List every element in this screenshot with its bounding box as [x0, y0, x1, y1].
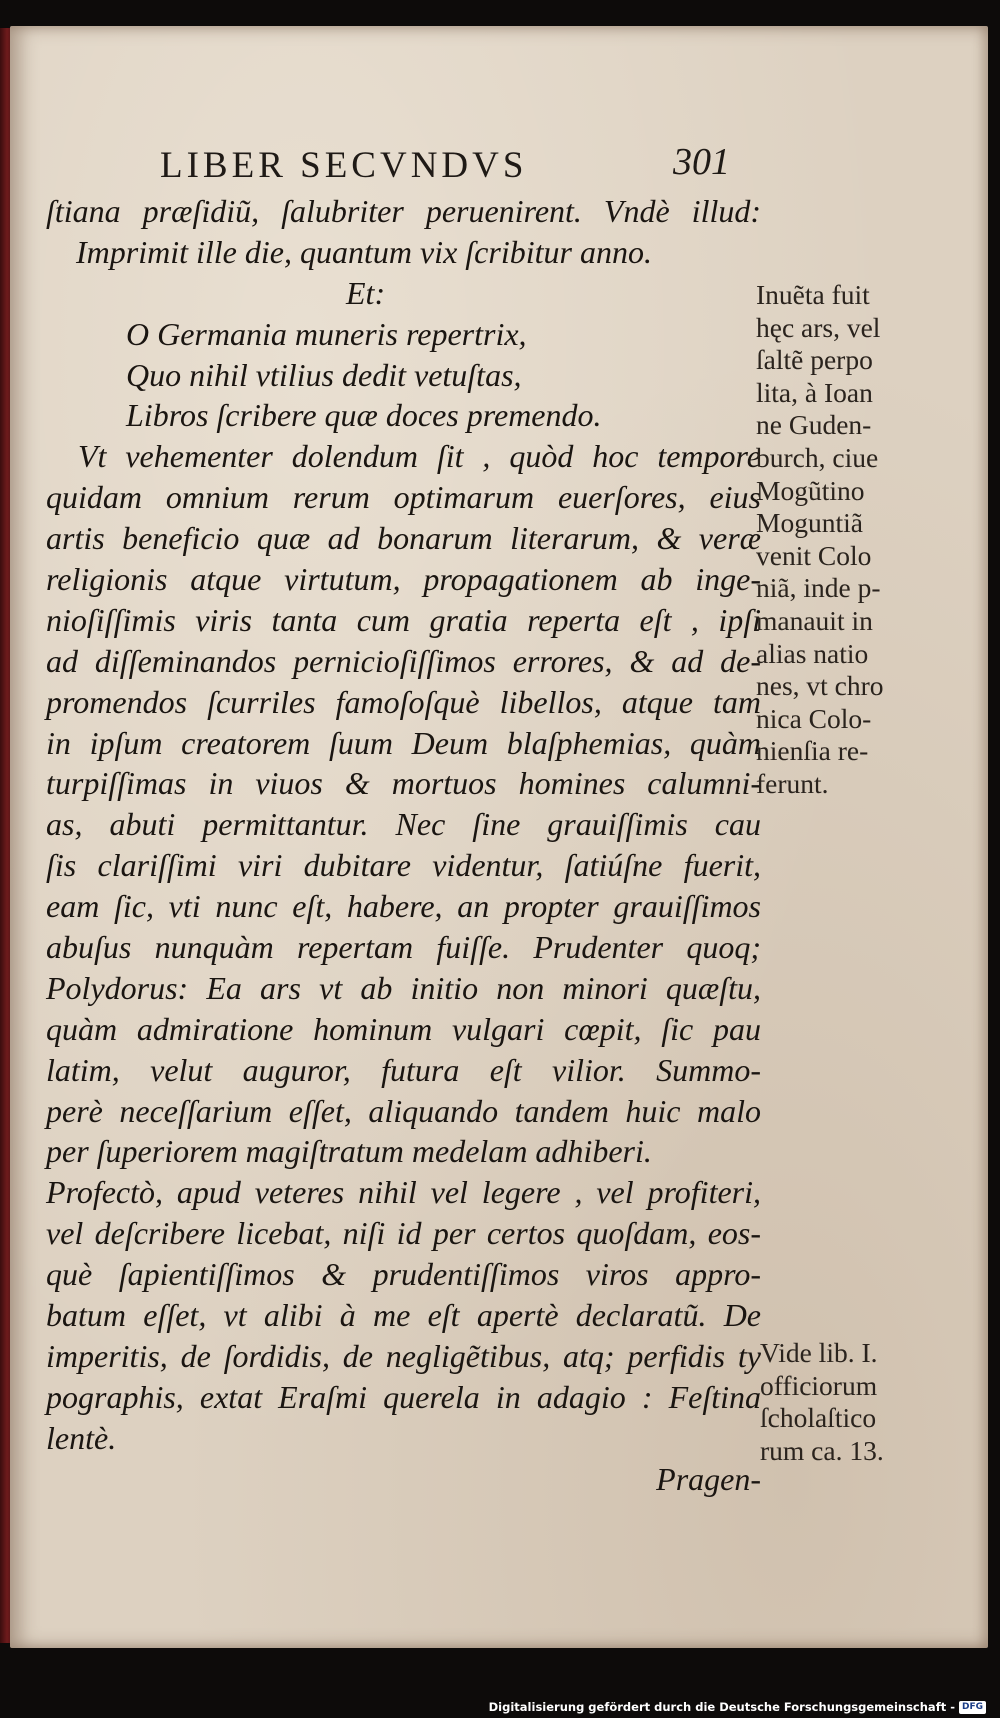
text-line: ſis clariſſimi viri dubitare videntur, ſatiúſne fuerit, [46, 847, 761, 884]
margin-line: Moguntiã [756, 507, 863, 539]
margin-line: manauit in [756, 604, 873, 636]
text-line: vel deſcribere licebat, niſi id per certos quoſdam, eos- [46, 1215, 761, 1252]
text-line: religionis atque virtutum, propagationem ab inge- [46, 561, 761, 598]
text-line: as, abuti permittantur. Nec ſine grauiſſimis cau [46, 806, 761, 843]
text-line: perè neceſſarium eſſet, aliquando tandem huic malo [46, 1092, 761, 1129]
margin-line: ne Guden- [756, 409, 872, 441]
margin-line: hęc ars, vel [756, 311, 881, 343]
text-line: latim, velut auguror, futura eſt vilior. Summo- [46, 1051, 761, 1088]
margin-line: niã, inde p- [756, 572, 881, 604]
margin-line: nienſia re- [756, 735, 869, 767]
margin-note-reference [760, 1337, 884, 1467]
text-line: turpiſſimas in viuos & mortuos homines calumni- [46, 765, 761, 802]
text-line: in ipſum creatorem ſuum Deum blaſphemias, quàm [46, 724, 761, 761]
verse-line: Libros ſcribere quæ doces premendo. [126, 397, 602, 434]
text-line: quidam omnium rerum optimarum euerſores, eius [46, 479, 761, 516]
margin-line: nica Colo- [756, 702, 872, 734]
text-line: Profectò, apud veteres nihil vel legere , vel profiteri, [46, 1174, 761, 1211]
text-line: per ſuperiorem magiſtratum medelam adhiberi. [46, 1133, 652, 1170]
text-line: promendos ſcurriles famoſoſquè libellos, atque tam [46, 683, 761, 720]
text-line: lentè. [46, 1419, 117, 1456]
book-page [10, 26, 988, 1648]
verse-line: O Germania muneris repertrix, [126, 315, 527, 352]
text-line: nioſiſſimis viris tanta cum gratia reperta eſt , ipſi [46, 601, 761, 638]
text-line: Et: [346, 274, 386, 311]
margin-line: venit Colo [756, 539, 872, 571]
main-text [46, 191, 761, 1500]
margin-line: officiorum [760, 1369, 878, 1401]
page-header [160, 141, 730, 194]
margin-line: ſcholaſtico [760, 1402, 877, 1434]
dfg-logo: DFG [959, 1701, 986, 1714]
credit-text: Digitalisierung gefördert durch die Deutsche Forschungsgemeinschaft - [488, 1700, 955, 1714]
text-line: quàm admiratione hominum vulgari cœpit, ſic pau [46, 1010, 761, 1047]
margin-line: ſaltẽ perpo [756, 344, 873, 376]
verse-line: Quo nihil vtilius dedit vetuſtas, [126, 356, 522, 393]
text-line: Vt vehementer dolendum ſit , quòd hoc tempore [78, 438, 761, 475]
margin-line: Mogũtino [756, 474, 865, 506]
text-line: ſtiana præſidiũ, ſalubriter peruenirent. Vndè illud: [46, 193, 761, 229]
digitization-credit [489, 1700, 986, 1714]
page-number: 301 [673, 141, 730, 183]
text-line: pographis, extat Eraſmi querela in adagio : Feſtina [46, 1378, 761, 1415]
margin-line: Inuẽta fuit [756, 279, 870, 310]
margin-note-invention [756, 279, 884, 801]
margin-line: alias natio [756, 637, 869, 669]
text-line: Imprimit ille die, quantum vix ſcribitur anno. [76, 233, 652, 270]
text-line: abuſus nunquàm repertam fuiſſe. Prudenter quoq; [46, 929, 761, 966]
text-line: eam ſic, vti nunc eſt, habere, an propter grauiſſimos [46, 888, 761, 925]
margin-line: ferunt. [756, 767, 829, 799]
text-line: ad diſſeminandos pernicioſiſſimos errores, & ad de- [46, 642, 761, 679]
text-line: artis beneficio quæ ad bonarum literarum, & veræ [46, 520, 761, 557]
text-line: imperitis, de ſordidis, de negligẽtibus, atq; perfidis ty [46, 1337, 761, 1374]
margin-line: burch, ciue [756, 441, 879, 473]
catchword: Pragen- [656, 1460, 761, 1497]
margin-line: nes, vt chro [756, 670, 884, 702]
text-line: batum eſſet, vt alibi à me eſt apertè declaratũ. De [46, 1297, 761, 1334]
text-line: què ſapientiſſimos & prudentiſſimos viros appro- [46, 1256, 761, 1293]
margin-line: rum ca. 13. [760, 1434, 884, 1466]
running-head: LIBER SECVNDVS [160, 145, 528, 186]
text-line: Polydorus: Ea ars vt ab initio non minori quæſtu, [46, 969, 761, 1006]
margin-line: lita, à Ioan [756, 376, 873, 408]
margin-line: Vide lib. I. [760, 1337, 878, 1368]
